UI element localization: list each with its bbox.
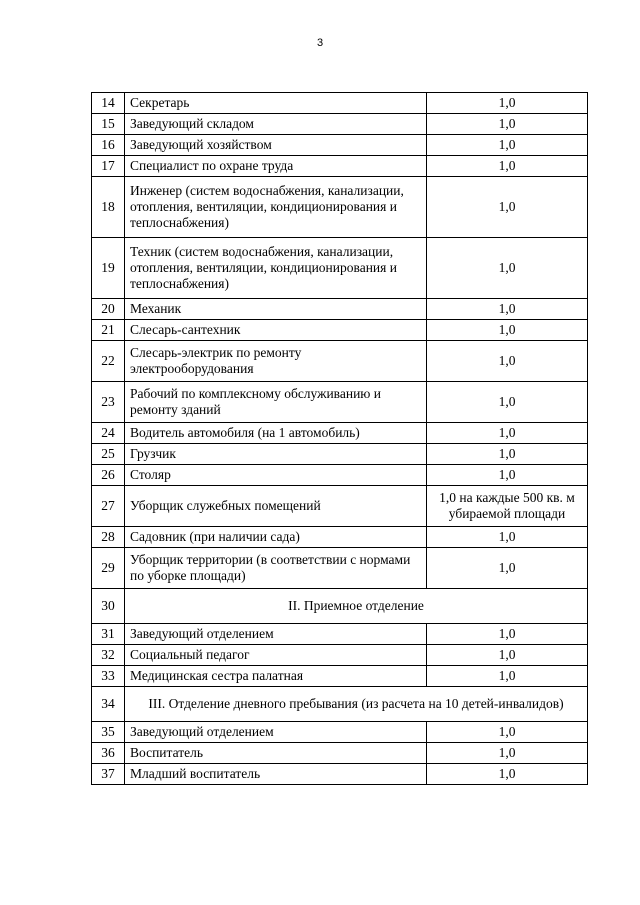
row-number: 25 (92, 444, 125, 465)
row-number: 23 (92, 382, 125, 423)
position-name: Секретарь (125, 93, 427, 114)
table-row (92, 382, 588, 423)
section-row (92, 687, 588, 722)
position-name: Заведующий отделением (125, 722, 427, 743)
staff-units: 1,0 (427, 177, 588, 238)
position-name: Техник (систем водоснабжения, канализации, отопления, вентиляции, кондиционирования и теплоснабжения) (125, 238, 427, 299)
row-number: 34 (92, 687, 125, 722)
staff-units: 1,0 (427, 764, 588, 785)
position-name: Медицинская сестра палатная (125, 666, 427, 687)
row-number: 29 (92, 548, 125, 589)
staff-units: 1,0 (427, 465, 588, 486)
staff-units: 1,0 (427, 156, 588, 177)
staff-units: 1,0 (427, 444, 588, 465)
staff-units: 1,0 (427, 722, 588, 743)
table-row (92, 135, 588, 156)
row-number: 35 (92, 722, 125, 743)
position-name: Столяр (125, 465, 427, 486)
row-number: 36 (92, 743, 125, 764)
table-row (92, 320, 588, 341)
row-number: 33 (92, 666, 125, 687)
position-name: Заведующий складом (125, 114, 427, 135)
position-name: Заведующий отделением (125, 624, 427, 645)
table-row (92, 423, 588, 444)
table-row (92, 177, 588, 238)
position-name: Инженер (систем водоснабжения, канализации, отопления, вентиляции, кондиционирования и теплоснабжения) (125, 177, 427, 238)
position-name: Водитель автомобиля (на 1 автомобиль) (125, 423, 427, 444)
section-title: II. Приемное отделение (125, 589, 588, 624)
row-number: 18 (92, 177, 125, 238)
staff-units: 1,0 (427, 527, 588, 548)
row-number: 20 (92, 299, 125, 320)
table-row (92, 486, 588, 527)
row-number: 24 (92, 423, 125, 444)
position-name: Слесарь-сантехник (125, 320, 427, 341)
row-number: 21 (92, 320, 125, 341)
table-row (92, 156, 588, 177)
row-number: 26 (92, 465, 125, 486)
table-row (92, 444, 588, 465)
table-row (92, 722, 588, 743)
position-name: Младший воспитатель (125, 764, 427, 785)
position-name: Рабочий по комплексному обслуживанию и ремонту зданий (125, 382, 427, 423)
position-name: Заведующий хозяйством (125, 135, 427, 156)
row-number: 17 (92, 156, 125, 177)
position-name: Садовник (при наличии сада) (125, 527, 427, 548)
table-row (92, 238, 588, 299)
table-row (92, 341, 588, 382)
page-number: 3 (316, 37, 324, 49)
row-number: 22 (92, 341, 125, 382)
staff-units: 1,0 (427, 624, 588, 645)
staff-units: 1,0 (427, 320, 588, 341)
table-row (92, 93, 588, 114)
table-row (92, 114, 588, 135)
table-row (92, 645, 588, 666)
staff-units: 1,0 (427, 666, 588, 687)
table-row (92, 666, 588, 687)
row-number: 14 (92, 93, 125, 114)
staff-table-body (92, 93, 588, 785)
table-row (92, 299, 588, 320)
position-name: Воспитатель (125, 743, 427, 764)
table-row (92, 465, 588, 486)
position-name: Уборщик служебных помещений (125, 486, 427, 527)
staff-units: 1,0 (427, 548, 588, 589)
staff-units: 1,0 (427, 743, 588, 764)
row-number: 32 (92, 645, 125, 666)
position-name: Механик (125, 299, 427, 320)
table-row (92, 743, 588, 764)
table-row (92, 548, 588, 589)
staff-units: 1,0 (427, 382, 588, 423)
staff-units: 1,0 (427, 135, 588, 156)
section-title: III. Отделение дневного пребывания (из расчета на 10 детей-инвалидов) (125, 687, 588, 722)
position-name: Уборщик территории (в соответствии с нормами по уборке площади) (125, 548, 427, 589)
row-number: 27 (92, 486, 125, 527)
row-number: 15 (92, 114, 125, 135)
row-number: 37 (92, 764, 125, 785)
row-number: 28 (92, 527, 125, 548)
row-number: 30 (92, 589, 125, 624)
staff-table (91, 92, 588, 785)
position-name: Слесарь-электрик по ремонту электрооборудования (125, 341, 427, 382)
staff-units: 1,0 (427, 341, 588, 382)
position-name: Специалист по охране труда (125, 156, 427, 177)
section-row (92, 589, 588, 624)
staff-units: 1,0 (427, 93, 588, 114)
table-row (92, 527, 588, 548)
row-number: 19 (92, 238, 125, 299)
staff-units: 1,0 (427, 299, 588, 320)
row-number: 31 (92, 624, 125, 645)
staff-units: 1,0 на каждые 500 кв. м убираемой площади (427, 486, 588, 527)
staff-units: 1,0 (427, 423, 588, 444)
position-name: Грузчик (125, 444, 427, 465)
staff-units: 1,0 (427, 645, 588, 666)
table-row (92, 764, 588, 785)
row-number: 16 (92, 135, 125, 156)
position-name: Социальный педагог (125, 645, 427, 666)
staff-units: 1,0 (427, 238, 588, 299)
staff-units: 1,0 (427, 114, 588, 135)
table-row (92, 624, 588, 645)
